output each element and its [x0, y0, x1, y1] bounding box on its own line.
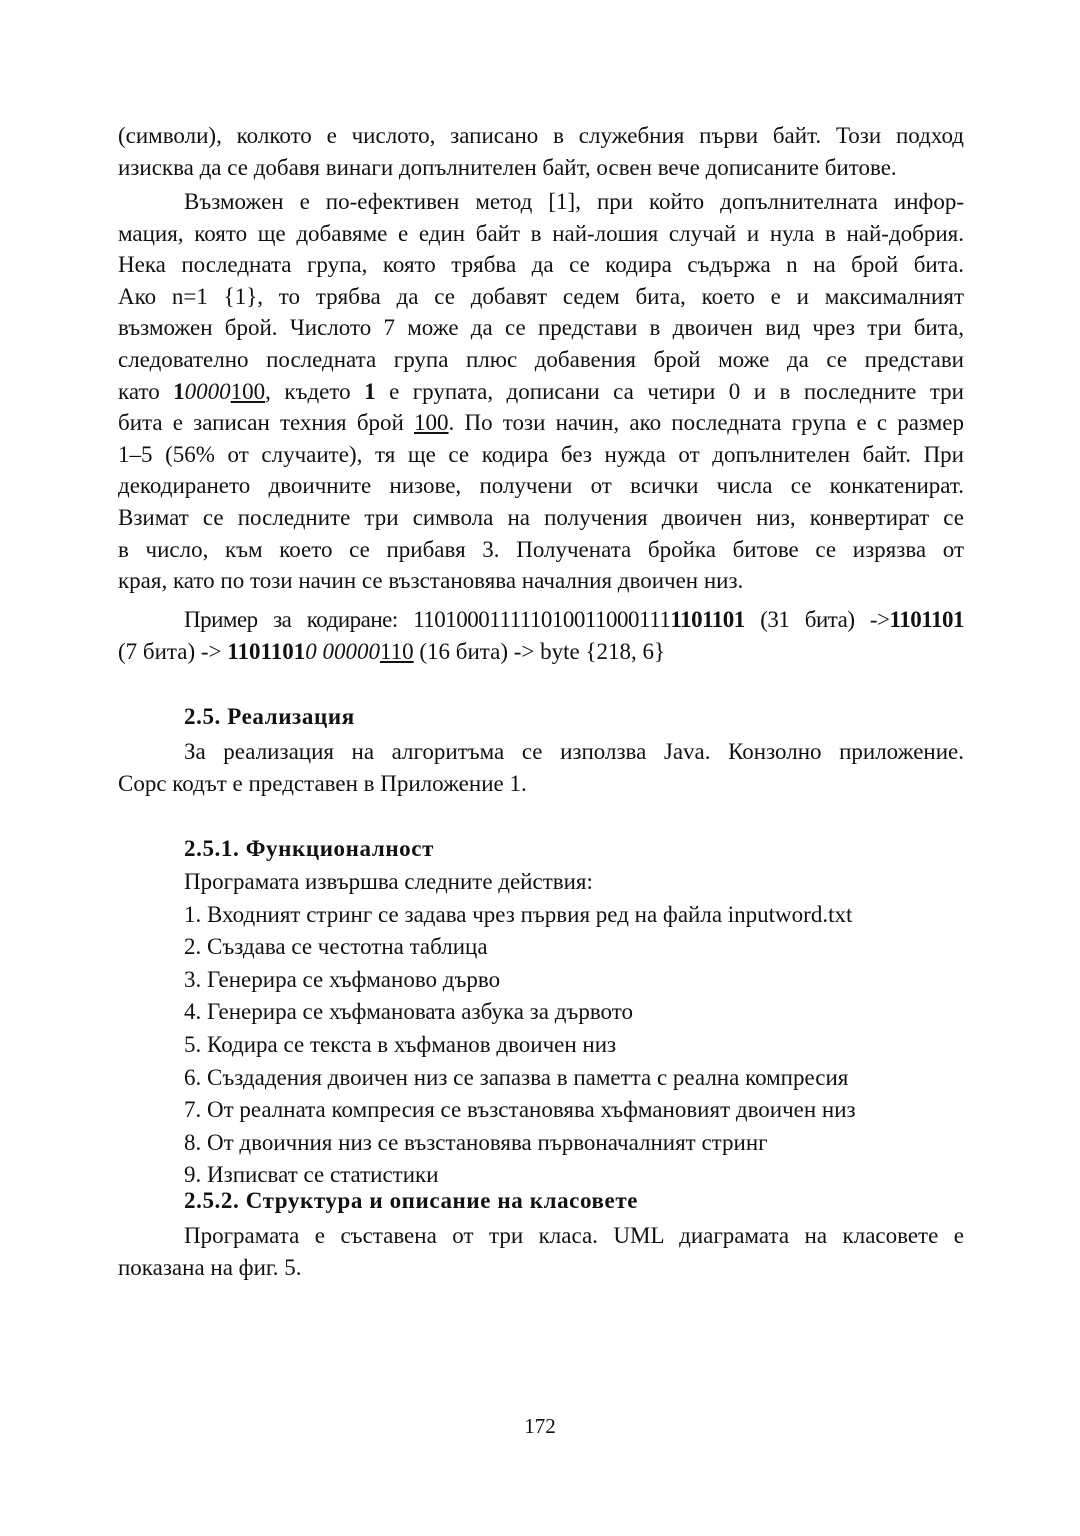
paragraph-line: Нека последната група, която трябва да се кодира съдържа n на брой бита. [118, 252, 964, 278]
code-bold: 1101101 [670, 607, 745, 632]
list-item: 9. Изписват се статистики [184, 1162, 439, 1188]
example-line [118, 636, 964, 668]
list-item: 3. Генерира се хъфманово дърво [184, 966, 501, 992]
text-run: (31 бита) -> [744, 607, 890, 632]
paragraph-line: За реализация на алгоритъма се използва Java. Конзолно приложение. [184, 739, 964, 764]
code-underline: 100 [414, 410, 449, 436]
code-italic: 0000 [184, 378, 231, 404]
list-item: 5. Кодира се текста в хъфманов двоичен низ [184, 1031, 617, 1057]
section-heading-2-5-2: 2.5.2. Структура и описание на класовете [184, 1188, 639, 1213]
paragraph-line: възможен брой. Числото 7 може да се представи в двоичен вид чрез три бита, [118, 315, 964, 341]
section-heading-2-5-1: 2.5.1. Функционалност [184, 836, 434, 861]
code-underline: 110 [379, 638, 414, 664]
paragraph-line: Сорс кодът е представен в Приложение 1. [118, 770, 527, 796]
encoding-example [118, 604, 964, 667]
paragraph-1 [118, 120, 964, 183]
paragraph-line: Ако n=1 {1}, то трябва да се добавят седем бита, което е и максималният [118, 283, 964, 309]
paragraph-line: Програмата е съставена от три класа. UML диаграмата на класовете е [184, 1223, 964, 1248]
paragraph-line: мация, която ще добавяме е един байт в най-лошия случай и нула в най-добрия. [118, 220, 964, 246]
section-2-5-2-body [118, 1220, 964, 1283]
text-run: Пример за кодиране: 110100011111010011000111 [184, 607, 671, 632]
section-2-5-body [118, 736, 964, 799]
paragraph-line: 1–5 (56% от случаите), тя ще се кодира без нужда от допълнителен байт. При [118, 441, 964, 467]
text-run: е групата, дописани са четири 0 и в последните три [375, 378, 964, 404]
text-run: като [118, 378, 174, 404]
code-bold: 1101101 [889, 607, 964, 632]
paragraph-line: следователно последната група плюс добавения брой може да се представи [118, 346, 964, 372]
text-run: . По този начин, ако последната група е с размер [448, 410, 964, 436]
text-run: , където [265, 378, 365, 404]
list-item: 1. Входният стринг се задава чрез първия ред на файла inputword.txt [184, 901, 853, 927]
code-underline: 100 [230, 378, 266, 404]
list-item: 4. Генерира се хъфмановата азбука за дървото [184, 999, 633, 1025]
paragraph-line: изисква да се добавя винаги допълнителен байт, освен вече дописаните битове. [118, 154, 897, 180]
paragraph-line [118, 376, 964, 408]
text-bold: 1 [364, 378, 376, 404]
page-number: 172 [524, 1414, 556, 1438]
text-run: бита е записан техния брой [118, 410, 415, 436]
functionality-list [184, 866, 984, 1192]
code-bold: 1101101 [227, 638, 306, 664]
section-heading-2-5: 2.5. Реализация [184, 704, 355, 729]
paragraph-line: в число, към което се прибавя 3. Получената бройка битове се изрязва от [118, 536, 964, 562]
list-item: 7. От реалната компресия се възстановява хъфмановият двоичен низ [184, 1097, 856, 1123]
paragraph-line: края, като по този начин се възстановява началния двоичен низ. [118, 568, 744, 594]
paragraph-line: Взимат се последните три символа на получения двоичен низ, конвертират се [118, 504, 964, 530]
list-intro: Програмата извършва следните действия: [184, 869, 593, 894]
paragraph-line [118, 407, 964, 439]
paragraph-2 [118, 186, 964, 597]
code-bold: 1 [173, 378, 185, 404]
list-item: 8. От двоичния низ се възстановява първоначалният стринг [184, 1129, 768, 1155]
paragraph-line: Възможен е по-ефективен метод [1], при който допълнителната инфор- [184, 189, 964, 214]
list-item: 2. Създава се честотна таблица [184, 934, 488, 960]
text-run: (16 бита) -> byte {218, 6} [413, 638, 666, 664]
paragraph-line: показана на фиг. 5. [118, 1254, 302, 1280]
list-item: 6. Създадения двоичен низ се запазва в паметта с реална компресия [184, 1064, 849, 1090]
text-run: (7 бита) -> [118, 638, 228, 664]
example-line [118, 604, 964, 636]
code-italic: 0 00000 [305, 638, 380, 664]
paragraph-line: (символи), колкото е числото, записано в служебния първи байт. Този подход [118, 123, 964, 148]
paragraph-line: декодирането двоичните низове, получени от всички числа се конкатенират. [118, 473, 964, 499]
